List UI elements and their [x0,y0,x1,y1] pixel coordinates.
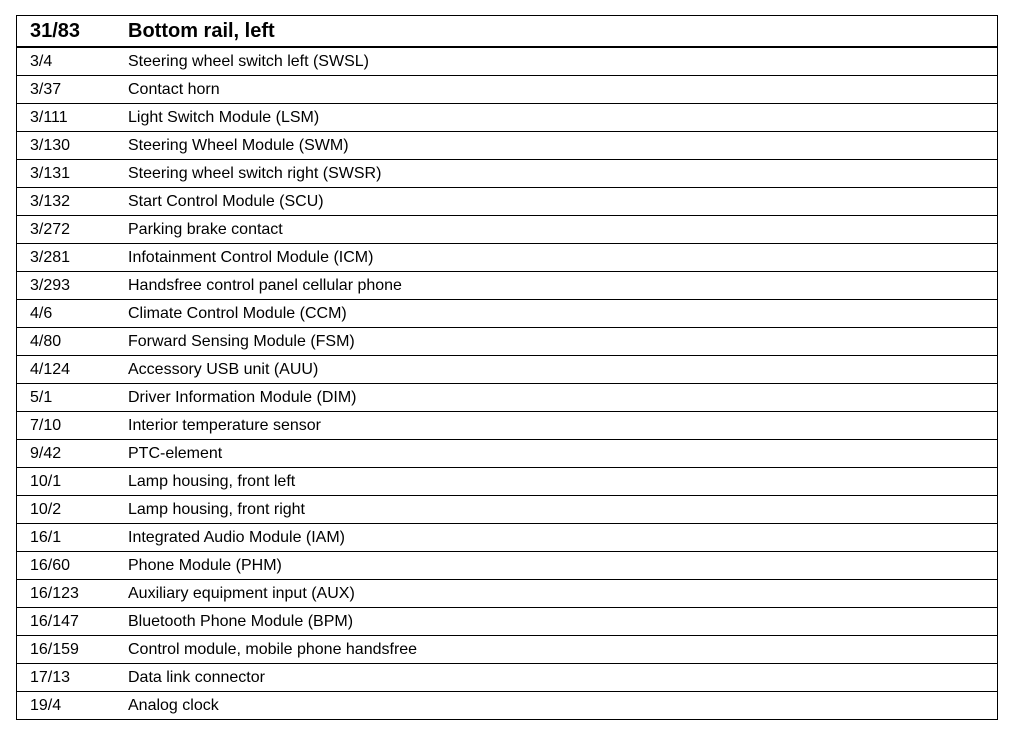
table-row [17,243,997,271]
table-row [17,635,997,663]
row-code: 9/42 [30,444,62,462]
row-description: Phone Module (PHM) [128,556,282,574]
table-row [17,299,997,327]
row-code: 19/4 [30,696,62,714]
row-code: 16/123 [30,584,79,602]
row-description: Lamp housing, front right [128,500,305,518]
table-row [17,579,997,607]
table-row [17,131,997,159]
table-row [17,523,997,551]
row-description: Control module, mobile phone handsfree [128,640,418,658]
row-code: 7/10 [30,416,62,434]
table-header [17,16,997,47]
row-description: Interior temperature sensor [128,416,321,434]
row-description: Contact horn [128,80,220,98]
row-description: Steering wheel switch left (SWSL) [128,52,369,70]
row-code: 3/4 [30,52,53,70]
row-description: Accessory USB unit (AUU) [128,360,319,378]
row-code: 10/1 [30,472,62,490]
row-description: Integrated Audio Module (IAM) [128,528,346,546]
table-row [17,551,997,579]
row-code: 3/272 [30,220,71,238]
header-code: 31/83 [30,19,81,42]
table-row [17,187,997,215]
table-row [17,691,997,719]
row-description: Start Control Module (SCU) [128,192,324,210]
row-code: 5/1 [30,388,53,406]
row-description: Steering wheel switch right (SWSR) [128,164,382,182]
row-description: Climate Control Module (CCM) [128,304,347,322]
row-description: Bluetooth Phone Module (BPM) [128,612,354,630]
table-row [17,47,997,75]
row-code: 16/1 [30,528,62,546]
row-code: 3/132 [30,192,71,210]
table-row [17,75,997,103]
table-row [17,607,997,635]
row-code: 4/6 [30,304,53,322]
table-row [17,103,997,131]
row-description: Handsfree control panel cellular phone [128,276,402,294]
table-row [17,495,997,523]
row-code: 3/281 [30,248,71,266]
table-body [17,47,997,719]
row-description: Driver Information Module (DIM) [128,388,357,406]
row-description: PTC-element [128,444,223,462]
table-row [17,411,997,439]
row-code: 16/60 [30,556,71,574]
table-row [17,355,997,383]
row-description: Analog clock [128,696,219,714]
header-title: Bottom rail, left [128,19,275,42]
table-row [17,439,997,467]
row-description: Auxiliary equipment input (AUX) [128,584,355,602]
row-code: 10/2 [30,500,62,518]
table-row [17,383,997,411]
row-code: 4/124 [30,360,71,378]
row-code: 3/130 [30,136,71,154]
row-description: Infotainment Control Module (ICM) [128,248,374,266]
row-description: Data link connector [128,668,265,686]
component-table [16,15,998,720]
table-row [17,159,997,187]
table-row [17,327,997,355]
row-description: Lamp housing, front left [128,472,296,490]
row-description: Light Switch Module (LSM) [128,108,320,126]
row-code: 17/13 [30,668,71,686]
row-code: 3/111 [30,108,68,126]
row-code: 16/159 [30,640,79,658]
row-description: Parking brake contact [128,220,283,238]
row-description: Steering Wheel Module (SWM) [128,136,349,154]
row-description: Forward Sensing Module (FSM) [128,332,355,350]
table-row [17,215,997,243]
row-code: 4/80 [30,332,62,350]
row-code: 3/131 [30,164,71,182]
table-row [17,663,997,691]
row-code: 16/147 [30,612,79,630]
table-row [17,271,997,299]
row-code: 3/37 [30,80,62,98]
table-row [17,467,997,495]
row-code: 3/293 [30,276,71,294]
